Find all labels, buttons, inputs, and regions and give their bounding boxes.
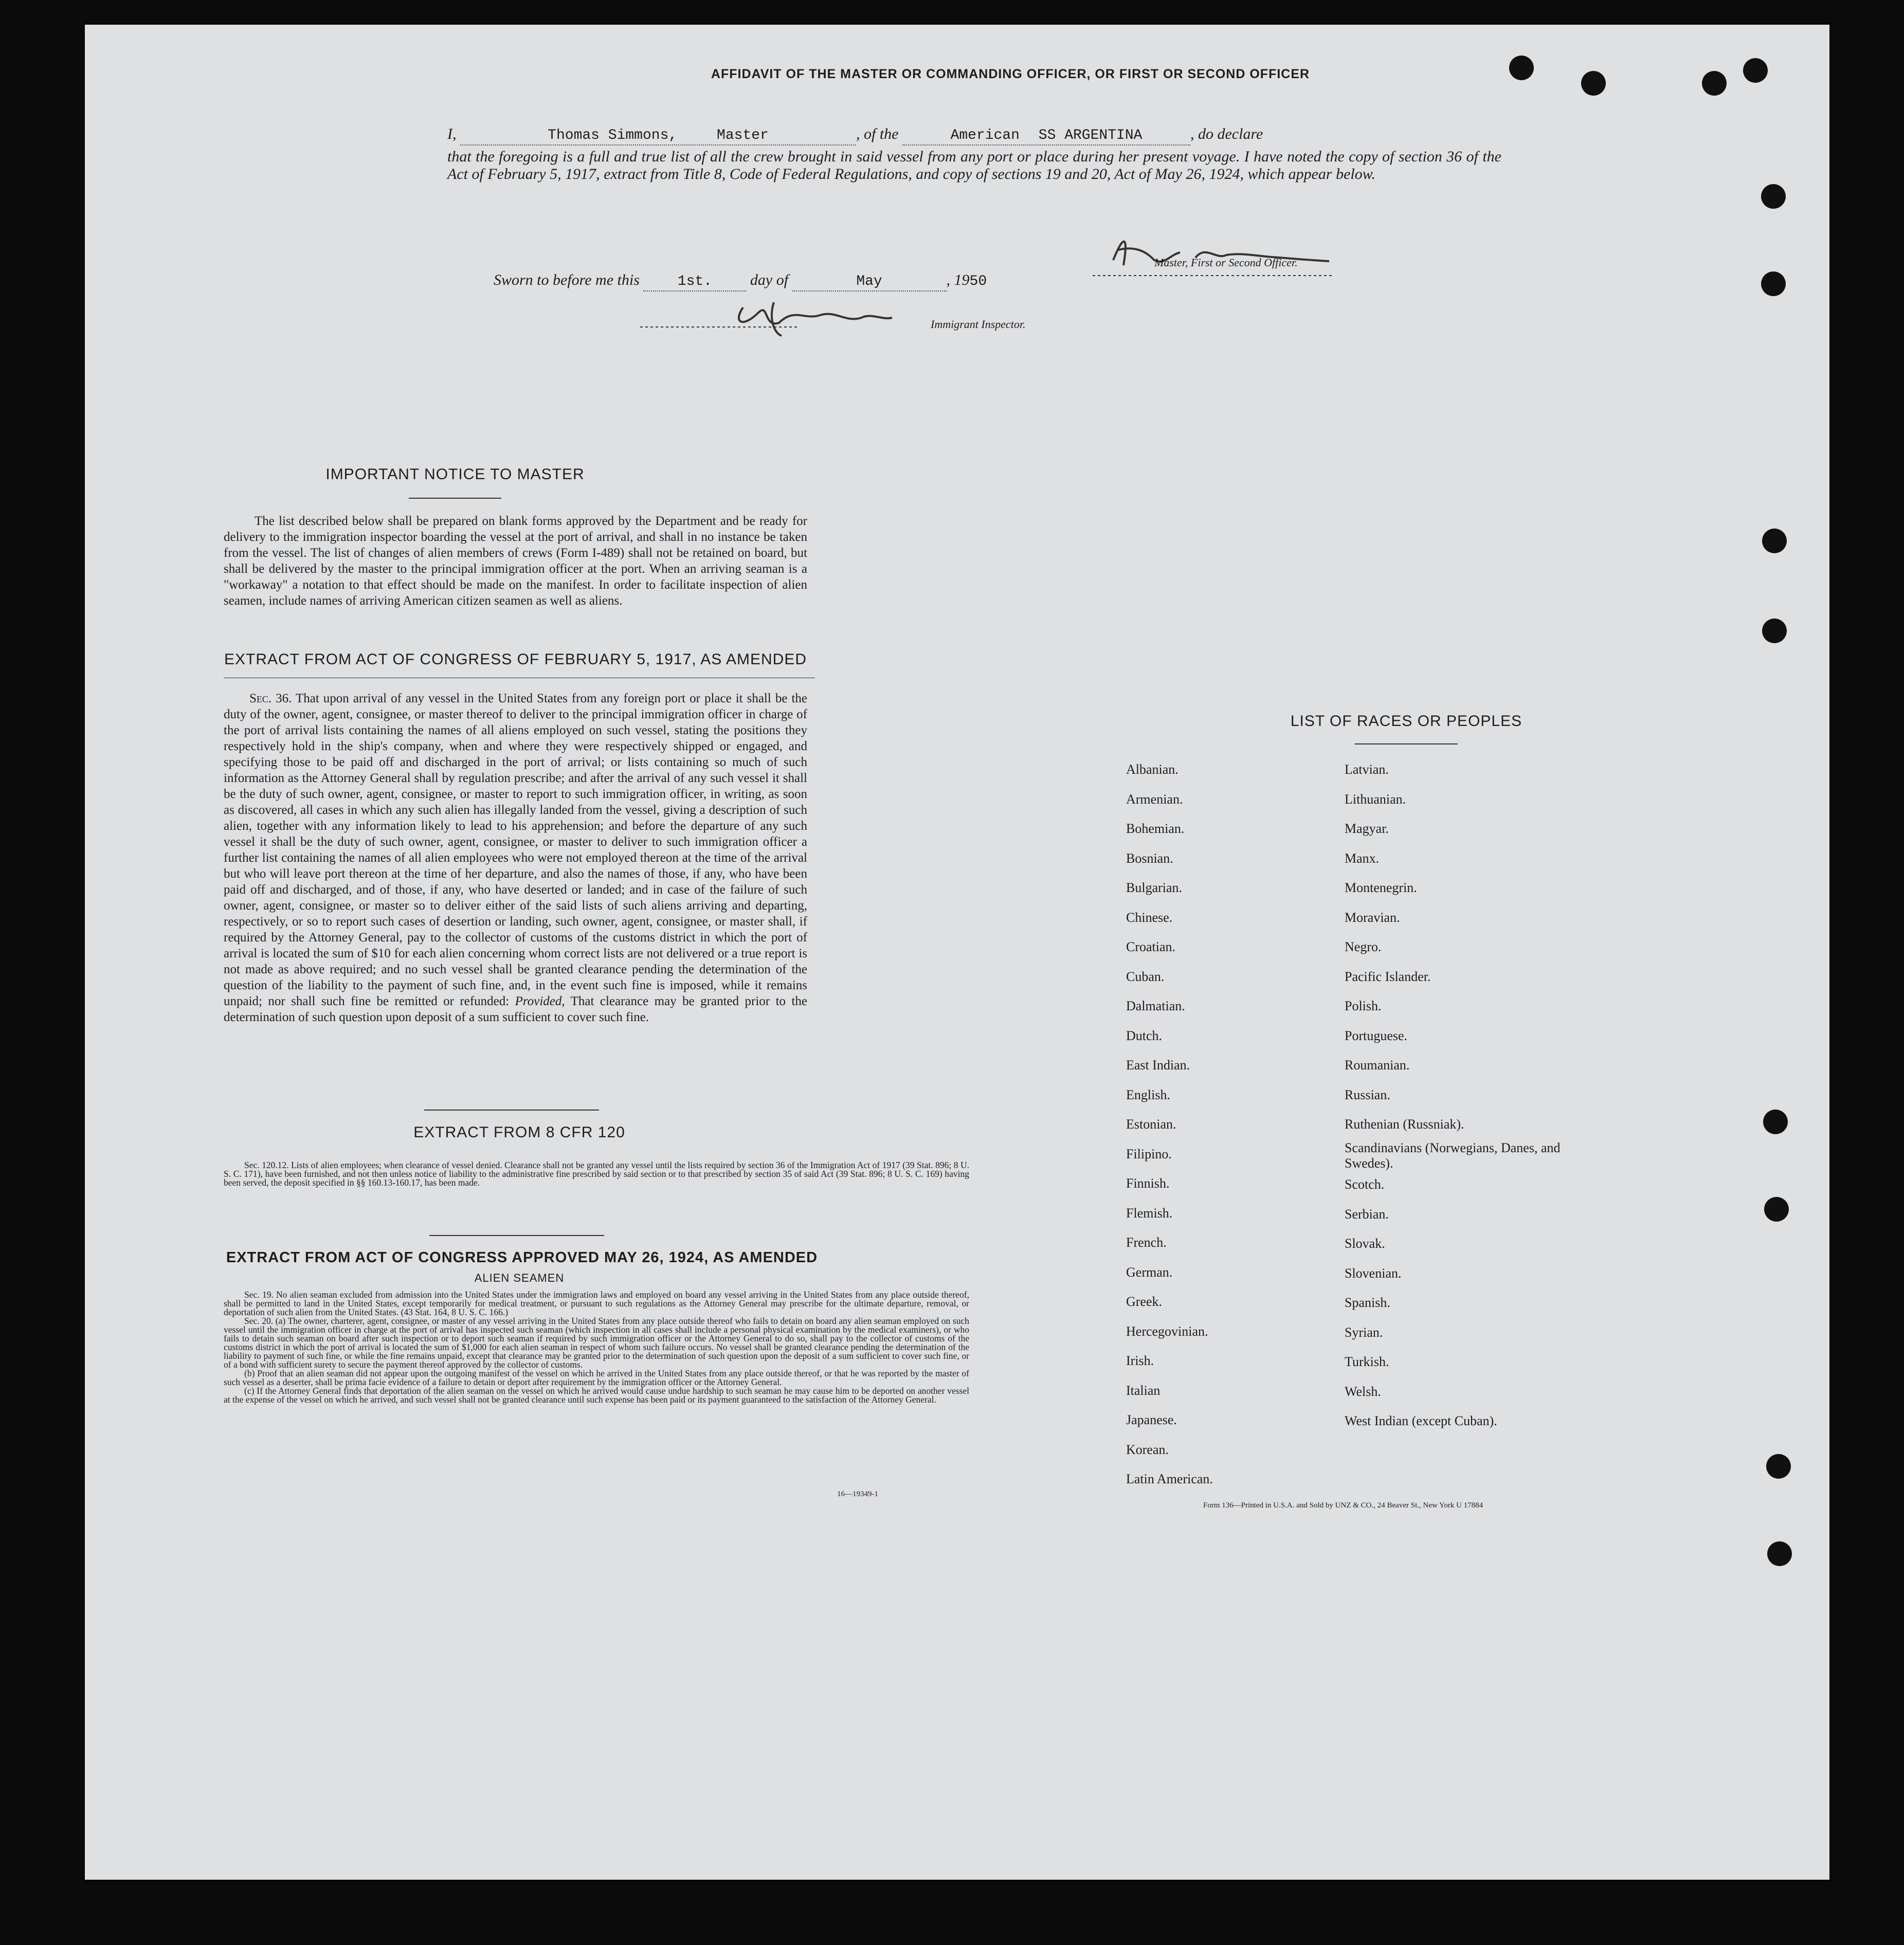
race-item: Bosnian. [1126,850,1173,866]
race-item: Scotch. [1345,1177,1385,1192]
race-item: Syrian. [1345,1324,1383,1340]
sec-19-text: Sec. 19. No alien seaman excluded from admission into the United States under the immigration laws and employed on board any vessel arriving in the United States from any place outside thereof, shall be permitted to land in the United States, except temporarily for medical treatment, or pursuant to such regulations as the Attorney General may prescribe for the ultimate departure, removal, or deportation of such alien from the United States. (43 Stat. 164, 8 U. S. C. 166.) [224,1289,969,1317]
punch-hole [1766,1454,1791,1479]
vessel-nationality: American [950,128,1020,143]
day-of-label: day of [750,271,789,288]
race-item: Flemish. [1126,1205,1173,1221]
race-item: East Indian. [1126,1058,1190,1073]
inspector-caption: Immigrant Inspector. [931,318,1026,331]
race-item: Serbian. [1345,1206,1389,1222]
extract-1917-text [224,690,807,1025]
affidavit-title: AFFIDAVIT OF THE MASTER OR COMMANDING OFFICER, OR FIRST OR SECOND OFFICER [711,67,1310,81]
race-item: Latin American. [1126,1471,1213,1486]
punch-hole [1764,1197,1789,1222]
notice-heading: IMPORTANT NOTICE TO MASTER [325,466,585,483]
declarant-name: Thomas Simmons, [548,128,678,143]
race-item: Portuguese. [1345,1028,1408,1043]
of-the-label: , of the [856,125,899,142]
extract-1924-subheading: ALIEN SEAMEN [474,1271,565,1284]
notice-rule [409,498,501,499]
notice-text: The list described below shall be prepared on blank forms approved by the Department and be ready for delivery to the immigration inspector boarding the vessel at the port of arrival, and shall in no instance be taken from the vessel. The list of changes of alien members of crews (Form I-489) shall not be retained on board, but shall be delivered by the master to the principal immigration officer at the port. When an arriving seaman is a "workaway" a notation to that effect should be made on the manifest. In order to facilitate inspection of alien seamen, include names of arriving American citizen seamen as well as aliens. [224,514,807,608]
extract-cfr-text: Sec. 120.12. Lists of alien employees; when clearance of vessel denied. Clearance shall not be granted any vessel until the lists required by section 36 of the Immigration Act of 1917 (39 Stat. 896; 8 U. S. C. 171), have been furnished, and not then unless notice of liability to the administrative fine prescribed by said section or to that prescribed by section 35 of said Act (39 Stat. 896; 8 U. S. C. 169) having been served, the deposit specified in §§ 160.13-160.17, has been made. [224,1160,969,1188]
race-item: Ruthenian (Russniak). [1345,1117,1464,1132]
race-item: Bohemian. [1126,821,1185,836]
master-caption: Master, First or Second Officer. [1154,256,1298,269]
race-item: Polish. [1345,998,1382,1013]
sec-20b-text: (b) Proof that an alien seaman did not appear upon the outgoing manifest of the vessel on which he arrived in the United States from any place outside thereof, or that he was reported by the master of such vessel as a deserter, shall be prima facie evidence of a failure to detain or deport after requirement by the immigration officer or the Attorney General. [224,1368,969,1387]
affidavit-statement: that the foregoing is a full and true list of all the crew brought in said vessel from any port or place during her present voyage. I have noted the copy of section 36 of the Act of February 5, 1917, extract from Title 8, Code of Federal Regulations, and copy of sections 19 and 20, Act of May 26, 1924, which appear below. [447,148,1501,183]
vessel-name: SS ARGENTINA [1038,128,1143,143]
affidavit-block [447,122,1501,183]
punch-hole [1761,271,1786,296]
race-item: Magyar. [1345,821,1389,836]
sworn-prefix: Sworn to before me this [494,271,640,288]
punch-hole [1767,1541,1792,1566]
extract-1924-heading: EXTRACT FROM ACT OF CONGRESS APPROVED MAY 26, 1924, AS AMENDED [226,1249,818,1266]
race-item: Filipino. [1126,1146,1172,1161]
races-left-column [1126,755,1332,1494]
punch-hole [1743,58,1768,83]
race-item: Scandinavians (Norwegians, Danes, and Swedes). [1345,1140,1561,1171]
race-item: Negro. [1345,939,1382,954]
race-item: Turkish. [1345,1354,1389,1369]
race-item: Russian. [1345,1087,1390,1102]
race-item: Lithuanian. [1345,791,1406,807]
extract-cfr-heading: EXTRACT FROM 8 CFR 120 [413,1124,625,1141]
race-item: Chinese. [1126,910,1173,925]
races-heading: LIST OF RACES OR PEOPLES [1290,713,1522,730]
do-declare-label: , do declare [1190,125,1263,142]
race-item: Finnish. [1126,1176,1170,1191]
inspector-signature [640,292,928,338]
race-item: Armenian. [1126,791,1183,807]
sec-36-label: Sec. 36. [249,692,292,705]
race-item: Slovenian. [1345,1265,1402,1281]
race-item: Dalmatian. [1126,998,1185,1013]
punch-hole [1509,56,1534,80]
race-item: Roumanian. [1345,1058,1410,1073]
race-item: Manx. [1345,850,1380,866]
sworn-day: 1st. [643,273,746,292]
race-item: German. [1126,1264,1173,1280]
sec-36-proviso: Provided, [515,994,565,1008]
sec-36-body-end: That clearance may be granted prior to the determination of such question upon deposit of a sum sufficient to cover such fine. [224,994,807,1024]
race-item: Spanish. [1345,1295,1390,1310]
i-label: I, [447,125,457,142]
race-item: Slovak. [1345,1236,1385,1251]
cfr-rule-top [424,1110,599,1111]
race-item: Montenegrin. [1345,880,1417,895]
race-item: Hercegovinian. [1126,1323,1208,1339]
punch-hole [1762,529,1787,553]
vessel-field [902,127,1190,146]
year-prefix: , 19 [946,271,970,288]
sworn-line [494,271,987,292]
race-item: Bulgarian. [1126,880,1183,895]
race-item: Korean. [1126,1442,1169,1457]
document-page [85,25,1829,1880]
race-item: Irish. [1126,1353,1154,1368]
race-item: Moravian. [1345,910,1400,925]
sec-20a-text: Sec. 20. (a) The owner, charterer, agent, consignee, or master of any vessel arriving in the United States from any place outside thereof who fails to detain on board any alien seaman employed on such vessel until the immigration officer in charge at the port of arrival has inspected such seaman (which inspection in all cases shall include a personal physical examination by the medical examiners), or who fails to detain such seaman on board after such inspection or to deport such seaman if required by such immigration officer or the Attorney General to do so, shall pay to the collector of customs of the customs district in which the port of arrival is located the sum of $1,000 for each alien seaman in respect of whom such failure occurs. No vessel shall be granted clearance pending the determination of the liability to payment of such fine, or while the fine remains unpaid, except that clearance may be granted prior to the determination of such question upon the deposit of a sum sufficient to cover such fine, or of a bond with sufficient surety to secure the payment thereof approved by the collector of customs. [224,1316,969,1370]
extract-1917-heading: EXTRACT FROM ACT OF CONGRESS OF FEBRUARY 5, 1917, AS AMENDED [224,651,807,668]
race-item: Albanian. [1126,762,1178,777]
race-item: Pacific Islander. [1345,969,1431,984]
race-item: Cuban. [1126,969,1165,984]
master-signature [1093,224,1334,281]
cfr-rule-bottom [429,1235,604,1236]
race-item: Croatian. [1126,939,1176,954]
print-code: 16—19349-1 [837,1490,878,1498]
sec-20c-text: (c) If the Attorney General finds that deportation of the alien seaman on the vessel on which he arrived would cause undue hardship to such seaman he may cause him to be deported on another vessel at the expense of the vessel on which he arrived, and such vessel shall not be granted clearance until such expense has been paid or its payment guaranteed to the satisfaction of the Attorney General. [224,1386,969,1405]
race-item: English. [1126,1087,1170,1102]
form-footer: Form 136—Printed in U.S.A. and Sold by UNZ & CO., 24 Beaver St., New York U 17884 [1203,1501,1483,1510]
declaration-line [447,122,1501,146]
race-item: Greek. [1126,1294,1163,1309]
punch-hole [1762,619,1787,643]
race-item: West Indian (except Cuban). [1345,1413,1497,1428]
extract-1924-body [224,1290,969,1404]
sec-36-body: That upon arrival of any vessel in the United States from any foreign port or place it shall be the duty of the owner, agent, consignee, or master thereof to deliver to the principal immigration officer in charge of the port of arrival lists containing the names of all aliens employed on such vessel, stating the positions they respectively hold in the ship's company, when and where they were respectively shipped or engaged, and specifying those to be paid off and discharged in the port of arrival; or lists containing so much of such information as the Attorney General shall by regulation prescribe; and after the arrival of any such vessel it shall be the duty of such owner, agent, consignee, or master to report to such immigration officer, in writing, as soon as discovered, all cases in which any such alien has illegally landed from the vessel, giving a description of such alien, together with any information likely to lead to his apprehension; and before the departure of any such vessel it shall be the duty of such owner, agent, consignee, or master to deliver to such immigration officer a further list containing the names of all alien employees who were not employed thereon at the time of the arrival but who will leave port thereon at the time of her departure, and also the names of those, if any, who have been paid off and discharged, and of those, if any, who have deserted or landed; and in case of the failure of such owner, agent, consignee, or master so to deliver either of the said lists of such aliens arriving and departing, respectively, or so to report such cases of desertion or landing, such owner, agent, consignee, or master shall, if required by the Attorney General, pay to the collector of customs of the customs district in which the port of arrival is located the sum of $10 for each alien concerning whom correct lists are not delivered or a true report is not made as above required; and no such vessel shall be granted clearance pending the determination of the question of the liability to the payment of such fine, and, in the event such fine is imposed, while it remains unpaid; nor shall such fine be remitted or refunded: [224,692,807,1008]
sworn-month: May [792,273,947,292]
declarant-position: Master [717,128,769,143]
race-item: Estonian. [1126,1117,1176,1132]
punch-hole [1761,184,1786,209]
race-item: Welsh. [1345,1384,1381,1399]
race-item: Japanese. [1126,1412,1177,1427]
punch-hole [1763,1110,1788,1134]
races-right-column [1345,755,1581,1436]
punch-hole [1702,71,1727,96]
races-rule [1355,743,1458,744]
race-item: Latvian. [1345,762,1389,777]
race-item: French. [1126,1235,1167,1250]
declarant-field [460,127,856,146]
punch-hole [1581,71,1606,96]
race-item: Dutch. [1126,1028,1163,1043]
race-item: Italian [1126,1383,1160,1398]
sworn-year: 50 [969,274,987,289]
